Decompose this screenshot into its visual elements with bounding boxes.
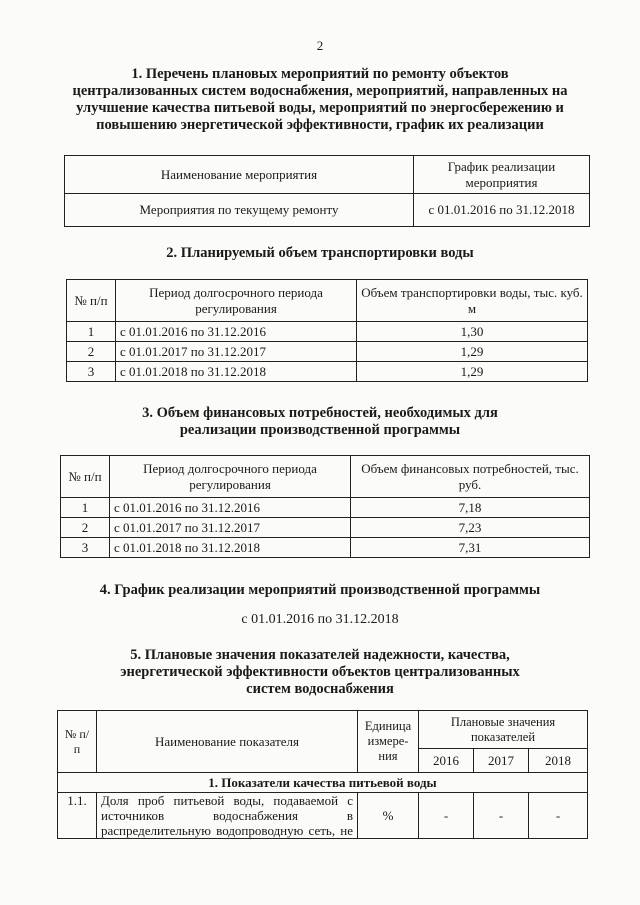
table-row: [61, 498, 590, 518]
table-header: Объем транспортировки воды, тыс. куб. м: [357, 280, 588, 322]
section1-table: [64, 155, 590, 227]
table-header: Плановые значения показателей: [419, 711, 588, 749]
table-cell: с 01.01.2017 по 31.12.2017: [116, 342, 357, 362]
section3-title-line: 3. Объем финансовых потребностей, необходимых для: [142, 405, 498, 421]
table-header: № п/п: [67, 280, 116, 322]
table-header: Период долгосрочного периода регулирования: [116, 280, 357, 322]
section5-table: [57, 710, 588, 839]
table-header-year: 2016: [419, 749, 474, 773]
table-header: Наименование мероприятия: [65, 156, 414, 194]
table-row: [67, 342, 588, 362]
table-cell: с 01.01.2018 по 31.12.2018: [110, 538, 351, 558]
section5-title: [40, 647, 600, 698]
table-row: [67, 322, 588, 342]
table-cell: [97, 793, 358, 839]
table-cell: 3: [61, 538, 110, 558]
table-cell: с 01.01.2018 по 31.12.2018: [116, 362, 357, 382]
table-header: № п/п: [58, 711, 97, 773]
table-cell: с 01.01.2016 по 31.12.2016: [110, 498, 351, 518]
section4-period: с 01.01.2016 по 31.12.2018: [241, 612, 399, 627]
table-header: Период долгосрочного периода регулирования: [110, 456, 351, 498]
table-cell: с 01.01.2017 по 31.12.2017: [110, 518, 351, 538]
section1-title-line: повышению энергетической эффективности, график их реализации: [96, 117, 544, 133]
page-number: 2: [316, 38, 324, 53]
table-header: Единица измере-ния: [358, 711, 419, 773]
section1-title-line: централизованных систем водоснабжения, мероприятий, направленных на: [72, 83, 568, 99]
table-cell: 7,31: [351, 538, 590, 558]
table-row: [65, 194, 590, 227]
section5-title-line: систем водоснабжения: [246, 681, 394, 697]
table-header: № п/п: [61, 456, 110, 498]
table-cell: 7,23: [351, 518, 590, 538]
table-cell: 1,30: [357, 322, 588, 342]
table-cell: 1.1.: [58, 793, 97, 839]
table-header: Наименование показателя: [97, 711, 358, 773]
table-cell: -: [474, 793, 529, 839]
section1-title-line: улучшение качества питьевой воды, мероприятий по энергосбережению и: [76, 100, 564, 116]
table-cell: %: [358, 793, 419, 839]
table-header-year: 2018: [529, 749, 588, 773]
indicator-name-line: распределительную водопроводную сеть, не: [101, 823, 353, 838]
table-cell: 1,29: [357, 362, 588, 382]
table-row: [61, 538, 590, 558]
indicator-name-line: Доля проб питьевой воды, подаваемой с: [101, 793, 353, 808]
table-cell: Мероприятия по текущему ремонту: [65, 194, 414, 227]
table-cell: 2: [61, 518, 110, 538]
table-header: График реализации мероприятия: [414, 156, 590, 194]
table-header-year: 2017: [474, 749, 529, 773]
section5-title-line: 5. Плановые значения показателей надежности, качества,: [130, 647, 510, 663]
section3-table: [60, 455, 590, 558]
section5-title-line: энергетической эффективности объектов централизованных: [120, 664, 520, 680]
table-cell: 2: [67, 342, 116, 362]
table-row: [67, 362, 588, 382]
table-row: [58, 793, 588, 839]
section2-table: [66, 279, 588, 382]
table-cell: -: [529, 793, 588, 839]
section3-title: [40, 405, 600, 439]
table-cell: с 01.01.2016 по 31.12.2018: [414, 194, 590, 227]
table-header: Объем финансовых потребностей, тыс. руб.: [351, 456, 590, 498]
section1-title-line: 1. Перечень плановых мероприятий по ремонту объектов: [131, 66, 509, 82]
table-cell: 7,18: [351, 498, 590, 518]
table-cell: 1: [61, 498, 110, 518]
section3-title-line: реализации производственной программы: [179, 422, 461, 438]
table-cell: 3: [67, 362, 116, 382]
section4-title: 4. График реализации мероприятий производственной программы: [99, 582, 541, 598]
table-cell: 1: [67, 322, 116, 342]
table-group-title: 1. Показатели качества питьевой воды: [58, 773, 588, 793]
table-row: [61, 518, 590, 538]
indicator-name-line: источников водоснабжения в: [101, 808, 353, 823]
table-cell: с 01.01.2016 по 31.12.2016: [116, 322, 357, 342]
table-cell: 1,29: [357, 342, 588, 362]
section1-title: [40, 66, 600, 134]
table-cell: -: [419, 793, 474, 839]
section2-title: 2. Планируемый объем транспортировки воды: [166, 245, 474, 261]
